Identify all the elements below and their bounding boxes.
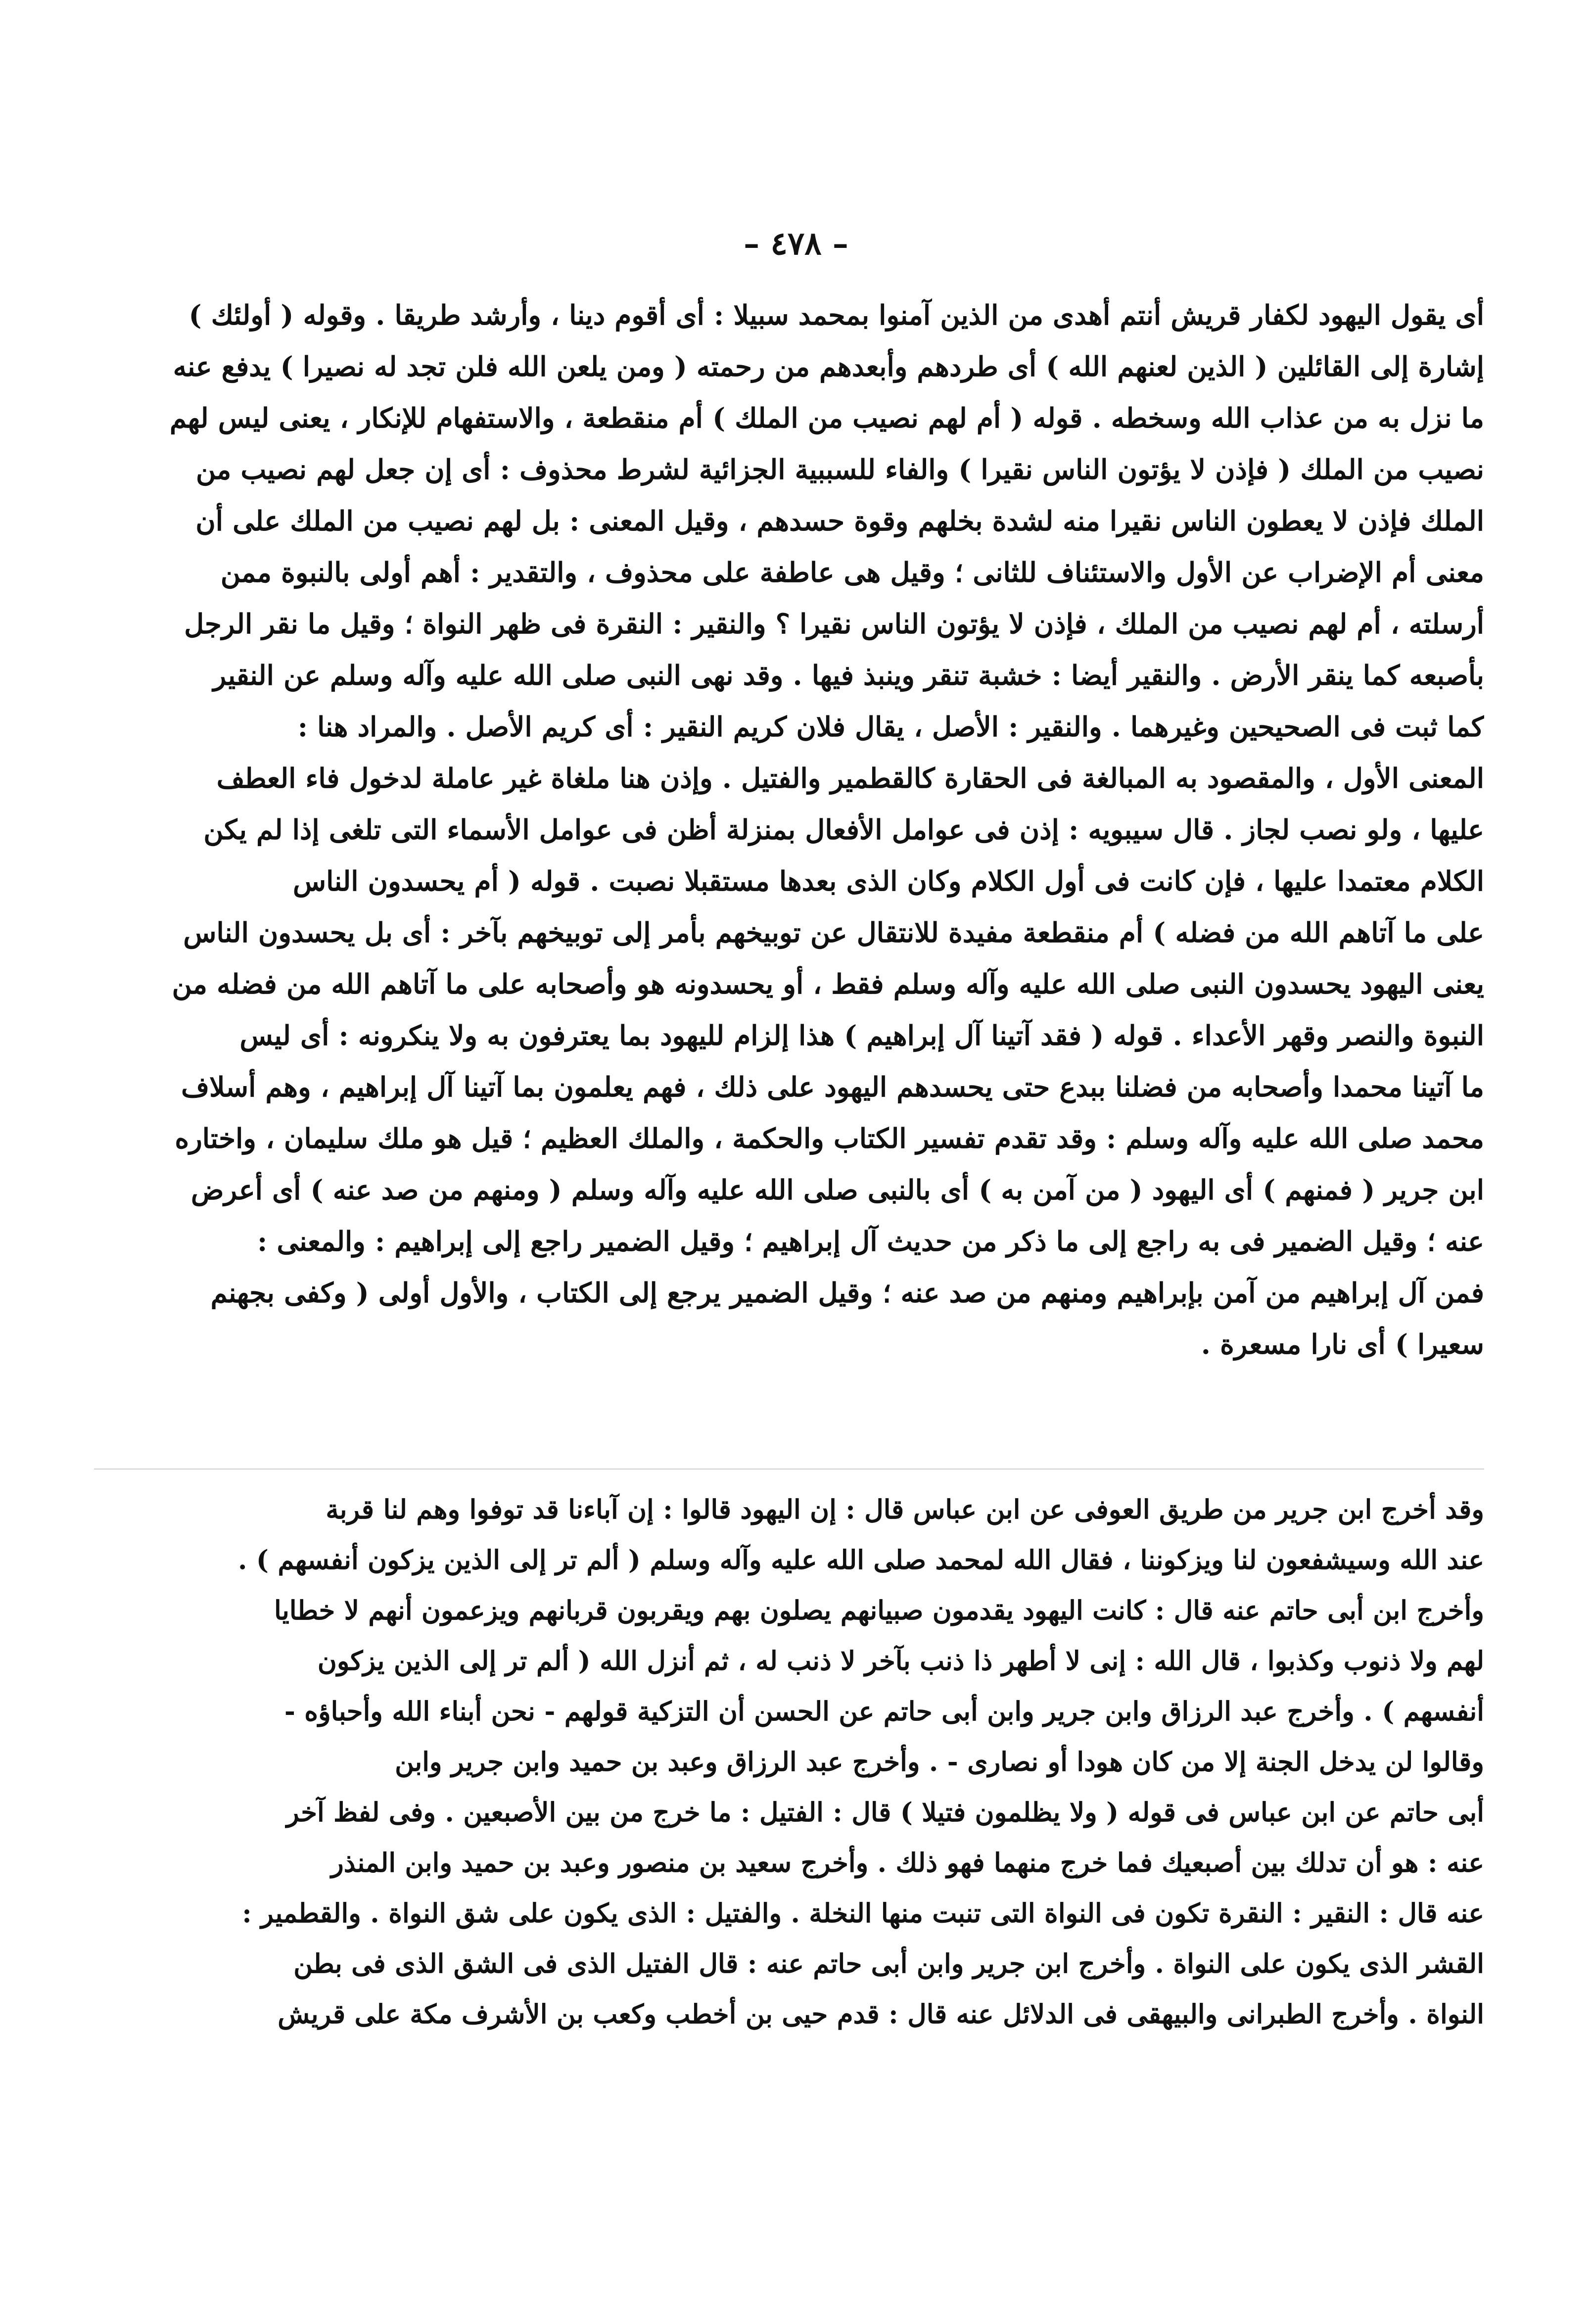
commentary-line: المعنى الأول ، والمقصود به المبالغة فى الحقارة كالقطمير والفتيل . وإذن هنا ملغاة غير عاملة لدخول فاء العطف [216, 762, 1484, 794]
commentary-line: سعيرا ) أى نارا مسعرة . [1201, 1328, 1484, 1360]
narrations-section [94, 1484, 1484, 2039]
commentary-line: نصيب من الملك ( فإذن لا يؤتون الناس نقيرا ) والفاء للسببية الجزائية لشرط محذوف : أى إن جعل لهم نصيب من [196, 453, 1484, 485]
commentary-line: الملك فإذن لا يعطون الناس نقيرا منه لشدة بخلهم وقوة حسدهم ، وقيل المعنى : بل لهم نصيب من الملك على أن [195, 505, 1484, 537]
commentary-line: الكلام معتمدا عليها ، فإن كانت فى أول الكلام وكان الذى بعدها مستقبلا نصبت . قوله ( أم يحسدون الناس [293, 865, 1484, 897]
commentary-line: ما نزل به من عذاب الله وسخطه . قوله ( أم لهم نصيب من الملك ) أم منقطعة ، والاستفهام للإنكار ، يعنى ليس لهم [169, 402, 1484, 434]
commentary-line: يعنى اليهود يحسدون النبى صلى الله عليه وآله وسلم فقط ، أو يحسدونه هو وأصحابه على ما آتاهم الله من فضله من [172, 968, 1484, 1000]
narration-line: وقد أخرج ابن جرير من طريق العوفى عن ابن عباس قال : إن اليهود قالوا : إن آباءنا قد توفوا وهم لنا قربة [326, 1494, 1484, 1525]
commentary-line: ابن جرير ( فمنهم ) أى اليهود ( من آمن به ) أى بالنبى صلى الله عليه وآله وسلم ( ومنهم من صد عنه ) أى أعرض [190, 1174, 1484, 1206]
narration-line: وأخرج ابن أبى حاتم عنه قال : كانت اليهود يقدمون صبيانهم يصلون بهم ويقربون قربانهم ويزعمون أنهم لا خطايا [274, 1595, 1484, 1626]
commentary-line: النبوة والنصر وقهر الأعداء . قوله ( فقد آتينا آل إبراهيم ) هذا إلزام لليهود بما يعترفون به ولا ينكرونه : أى ليس [239, 1019, 1484, 1051]
commentary-line: عنه ؛ وقيل الضمير فى به راجع إلى ما ذكر من حديث آل إبراهيم ؛ وقيل الضمير راجع إلى إبراهيم : والمعنى : [257, 1225, 1484, 1257]
section-divider [94, 1469, 1484, 1470]
commentary-line: كما ثبت فى الصحيحين وغيرهما . والنقير : الأصل ، يقال فلان كريم النقير : أى كريم الأصل . والمراد هنا : [297, 711, 1484, 743]
commentary-line: محمد صلى الله عليه وآله وسلم : وقد تقدم تفسير الكتاب والحكمة ، والملك العظيم ؛ قيل هو ملك سليمان ، واختاره [175, 1122, 1484, 1154]
narration-line: أبى حاتم عن ابن عباس فى قوله ( ولا يظلمون فتيلا ) قال : الفتيل : ما خرج من بين الأصبعين . وفى لفظ آخر [286, 1797, 1484, 1828]
narration-line: لهم ولا ذنوب وكذبوا ، قال الله : إنى لا أطهر ذا ذنب بآخر لا ذنب له ، ثم أنزل الله ( ألم تر إلى الذين يزكون [317, 1646, 1484, 1676]
commentary-line: ما آتينا محمدا وأصحابه من فضلنا ببدع حتى يحسدهم اليهود على ذلك ، فهم يعلمون بما آتينا آل إبراهيم ، وهم أسلاف [181, 1071, 1484, 1103]
narration-line: النواة . وأخرج الطبرانى والبيهقى فى الدلائل عنه قال : قدم حيى بن أخطب وكعب بن الأشرف مكة على قريش [278, 1999, 1484, 2030]
commentary-line: معنى أم الإضراب عن الأول والاستئناف للثانى ؛ وقيل هى عاطفة على محذوف ، والتقدير : أهم أولى بالنبوة ممن [220, 556, 1484, 588]
commentary-line: أرسلته ، أم لهم نصيب من الملك ، فإذن لا يؤتون الناس نقيرا ؟ والنقير : النقرة فى ظهر النواة ؛ وقيل ما نقر الرجل [184, 608, 1484, 640]
narration-line: عنه : هو أن تدلك بين أصبعيك فما خرج منهما فهو ذلك . وأخرج سعيد بن منصور وعبد بن حميد وابن المنذر [331, 1848, 1484, 1878]
narration-line: أنفسهم ) . وأخرج عبد الرزاق وابن جرير وابن أبى حاتم عن الحسن أن التزكية قولهم - نحن أبناء الله وأحباؤه - [284, 1696, 1484, 1727]
commentary-section [94, 289, 1484, 1370]
commentary-line: عليها ، ولو نصب لجاز . قال سيبويه : إذن فى عوامل الأفعال بمنزلة أظن فى عوامل الأسماء التى تلغى إذا لم يكن [203, 813, 1484, 846]
narration-line: عند الله وسيشفعون لنا ويزكوننا ، فقال الله لمحمد صلى الله عليه وآله وسلم ( ألم تر إلى الذين يزكون أنفسهم ) . [238, 1545, 1484, 1575]
narration-line: القشر الذى يكون على النواة . وأخرج ابن جرير وابن أبى حاتم عنه : قال الفتيل الذى فى الشق الذى فى بطن [293, 1948, 1484, 1979]
narration-line: وقالوا لن يدخل الجنة إلا من كان هودا أو نصارى - . وأخرج عبد الرزاق وعبد بن حميد وابن جرير وابن [395, 1747, 1484, 1777]
commentary-line: إشارة إلى القائلين ( الذين لعنهم الله ) أى طردهم وأبعدهم من رحمته ( ومن يلعن الله فلن تجد له نصيرا ) يدفع عنه [173, 350, 1484, 382]
commentary-line: على ما آتاهم الله من فضله ) أم منقطعة مفيدة للانتقال عن توبيخهم بأمر إلى توبيخهم بآخر : أى بل يحسدون الناس [183, 916, 1484, 949]
page-number: – ٤٧٨ – [744, 225, 848, 262]
commentary-line: أى يقول اليهود لكفار قريش أنتم أهدى من الذين آمنوا بمحمد سبيلا : أى أقوم دينا ، وأرشد طريقا . وقوله ( أولئك ) [188, 299, 1484, 331]
narration-line: عنه قال : النقير : النقرة تكون فى النواة التى تنبت منها النخلة . والفتيل : الذى يكون على شق النواة . والقطمير : [242, 1898, 1484, 1929]
commentary-line: فمن آل إبراهيم من آمن بإبراهيم ومنهم من صد عنه ؛ وقيل الضمير يرجع إلى الكتاب ، والأول أولى ( وكفى بجهنم [210, 1277, 1484, 1309]
commentary-line: بأصبعه كما ينقر الأرض . والنقير أيضا : خشبة تنقر وينبذ فيها . وقد نهى النبى صلى الله عليه وآله وسلم عن النقير [213, 659, 1484, 691]
